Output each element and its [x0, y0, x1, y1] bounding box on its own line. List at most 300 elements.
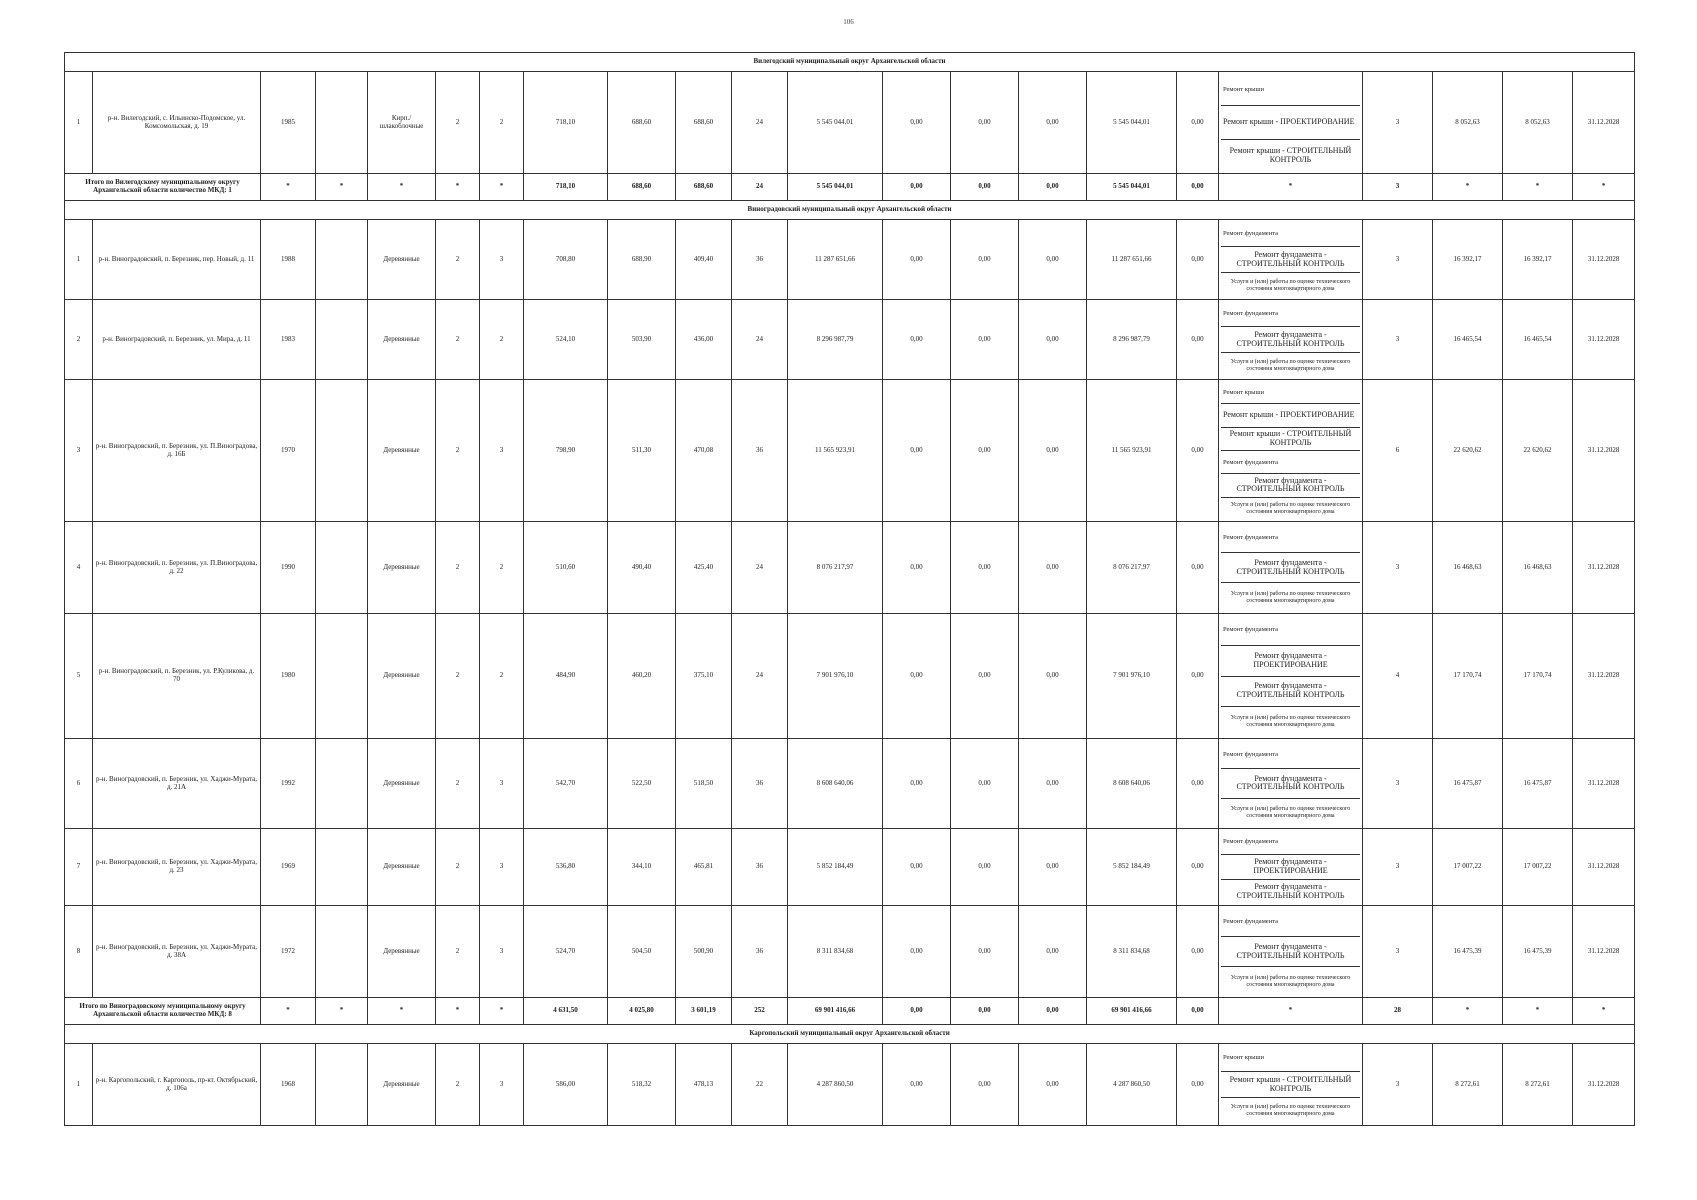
cell-residents: 22: [732, 1044, 788, 1126]
cell-floors: 2: [436, 220, 480, 300]
total-area-total: 4 631,50: [524, 998, 608, 1025]
work-item: Услуги и (или) работы по оценке технического состояния многоквартирного дома: [1230, 974, 1351, 988]
total-other: 0,00: [1177, 174, 1219, 201]
total-area-total: 718,10: [524, 174, 608, 201]
cell-area-total: 484,90: [524, 614, 608, 739]
cell-entrances: 2: [480, 300, 524, 380]
cell-address: р-н. Виноградовский, п. Березник, ул. Хаджи-Мурата, д. 23: [93, 829, 261, 906]
cell-address: р-н. Каргопольский, г. Каргополь, пр-кт. Октябрьский, д. 106а: [93, 1044, 261, 1126]
cell-area-res: 518,50: [676, 739, 732, 829]
cell-fund-mun: 0,00: [1019, 614, 1087, 739]
cell-area-res: 465,81: [676, 829, 732, 906]
total-row: [65, 998, 1635, 1025]
cell-year: 1980: [261, 614, 316, 739]
cell-material: Деревянные: [368, 220, 436, 300]
cell-fund-mun: 0,00: [1019, 380, 1087, 522]
table-row: [65, 220, 1635, 300]
total-dash: *: [1573, 998, 1635, 1025]
cell-area-res: 478,13: [676, 1044, 732, 1126]
cell-other: 0,00: [1177, 906, 1219, 998]
cell-other: 0,00: [1177, 220, 1219, 300]
works-list: [1221, 381, 1360, 520]
cell-cost-total: 8 311 834,68: [788, 906, 883, 998]
cell-address: р-н. Виноградовский, п. Березник, ул. П.Виноградова, д. 22: [93, 522, 261, 614]
total-area-living: 4 025,80: [608, 998, 676, 1025]
cell-cost-total: 5 545 044,01: [788, 72, 883, 174]
cell-floors: 2: [436, 614, 480, 739]
cell-n: 1: [65, 220, 93, 300]
work-item: Услуги и (или) работы по оценке технического состояния многоквартирного дома: [1230, 502, 1351, 515]
work-item: Ремонт фундамента - ПРОЕКТИРОВАНИЕ: [1221, 646, 1360, 677]
cell-year: 1983: [261, 300, 316, 380]
cell-cost-total: 8 076 217,97: [788, 522, 883, 614]
cell-cost-sqm: 16 392,17: [1433, 220, 1503, 300]
total-dash: *: [316, 174, 368, 201]
cell-area-total: 524,70: [524, 906, 608, 998]
cell-year2: [316, 739, 368, 829]
cell-entrances: 3: [480, 380, 524, 522]
cell-area-total: 542,70: [524, 739, 608, 829]
cell-limit-sqm: 16 475,39: [1503, 906, 1573, 998]
work-item: Ремонт фундамента: [1221, 301, 1360, 327]
cell-other: 0,00: [1177, 829, 1219, 906]
cell-n: 7: [65, 829, 93, 906]
cell-works-count: 3: [1363, 72, 1433, 174]
cell-year: 1972: [261, 906, 316, 998]
cell-fund-owners: 8 311 834,68: [1087, 906, 1177, 998]
total-area-res: 688,60: [676, 174, 732, 201]
cell-cost-total: 5 852 184,49: [788, 829, 883, 906]
cell-cost-sqm: 16 465,54: [1433, 300, 1503, 380]
work-item: Ремонт фундамента - ПРОЕКТИРОВАНИЕ: [1221, 855, 1360, 880]
cell-limit-sqm: 16 468,63: [1503, 522, 1573, 614]
works-cell: [1219, 300, 1363, 380]
cell-limit-sqm: 17 007,22: [1503, 829, 1573, 906]
cell-cost-total: 11 565 923,91: [788, 380, 883, 522]
cell-fund-fed: 0,00: [883, 829, 951, 906]
cell-other: 0,00: [1177, 300, 1219, 380]
total-other: 0,00: [1177, 998, 1219, 1025]
work-item: Ремонт крыши: [1221, 1045, 1360, 1072]
section-header-row: [65, 53, 1635, 72]
work-item: Ремонт фундамента: [1221, 740, 1360, 769]
cell-area-total: 536,80: [524, 829, 608, 906]
works-list: [1221, 523, 1360, 612]
cell-date: 31.12.2028: [1573, 614, 1635, 739]
total-dash: *: [480, 174, 524, 201]
cell-fund-mun: 0,00: [1019, 1044, 1087, 1126]
works-list: [1221, 1045, 1360, 1124]
cell-area-res: 425,40: [676, 522, 732, 614]
cell-entrances: 2: [480, 614, 524, 739]
cell-n: 3: [65, 380, 93, 522]
cell-area-res: 409,40: [676, 220, 732, 300]
cell-other: 0,00: [1177, 1044, 1219, 1126]
cell-year2: [316, 906, 368, 998]
total-dash: *: [1219, 174, 1363, 201]
cell-material: Кирп./шлакоблочные: [368, 72, 436, 174]
cell-fund-owners: 8 296 987,79: [1087, 300, 1177, 380]
cell-cost-sqm: 17 170,74: [1433, 614, 1503, 739]
cell-floors: 2: [436, 1044, 480, 1126]
cell-material: Деревянные: [368, 906, 436, 998]
cell-area-living: 460,20: [608, 614, 676, 739]
works-list: [1221, 221, 1360, 298]
section-title: Вилегодский муниципальный округ Архангельской области: [65, 53, 1635, 72]
work-item: Ремонт крыши: [1221, 73, 1360, 106]
cell-year: 1988: [261, 220, 316, 300]
cell-floors: 2: [436, 380, 480, 522]
work-item: Ремонт фундамента: [1221, 523, 1360, 553]
total-works-count: 28: [1363, 998, 1433, 1025]
cell-n: 4: [65, 522, 93, 614]
cell-year2: [316, 614, 368, 739]
cell-fund-reg: 0,00: [951, 380, 1019, 522]
total-residents: 24: [732, 174, 788, 201]
table-row: [65, 1044, 1635, 1126]
cell-material: Деревянные: [368, 614, 436, 739]
cell-fund-fed: 0,00: [883, 1044, 951, 1126]
total-cost-total: 69 901 416,66: [788, 998, 883, 1025]
total-label: Итого по Вилегодскому муниципальному округу Архангельской области количество МКД: 1: [65, 174, 261, 201]
cell-material: Деревянные: [368, 522, 436, 614]
cell-other: 0,00: [1177, 72, 1219, 174]
cell-date: 31.12.2028: [1573, 829, 1635, 906]
cell-residents: 36: [732, 906, 788, 998]
cell-n: 1: [65, 1044, 93, 1126]
capital-repair-register-table: [64, 52, 1635, 1126]
total-dash: *: [1219, 998, 1363, 1025]
cell-area-living: 511,30: [608, 380, 676, 522]
work-item: Ремонт фундамента - СТРОИТЕЛЬНЫЙ КОНТРОЛЬ: [1221, 327, 1360, 353]
cell-area-living: 688,90: [608, 220, 676, 300]
cell-area-res: 470,08: [676, 380, 732, 522]
works-cell: [1219, 522, 1363, 614]
total-dash: *: [436, 174, 480, 201]
cell-date: 31.12.2028: [1573, 1044, 1635, 1126]
cell-fund-fed: 0,00: [883, 522, 951, 614]
cell-residents: 24: [732, 522, 788, 614]
cell-year2: [316, 829, 368, 906]
section-title: Виноградовский муниципальный округ Архангельской области: [65, 201, 1635, 220]
work-item: Услуги и (или) работы по оценке технического состояния многоквартирного дома: [1230, 715, 1351, 729]
works-cell: [1219, 72, 1363, 174]
total-dash: *: [368, 998, 436, 1025]
work-item: Ремонт фундамента: [1221, 451, 1360, 474]
table-row: [65, 614, 1635, 739]
total-dash: *: [480, 998, 524, 1025]
cell-cost-total: 7 901 976,10: [788, 614, 883, 739]
work-item: Ремонт крыши: [1221, 381, 1360, 404]
total-dash: *: [1433, 998, 1503, 1025]
cell-address: р-н. Виноградовский, п. Березник, ул. Хаджи-Мурата, д. 21А: [93, 739, 261, 829]
cell-fund-reg: 0,00: [951, 522, 1019, 614]
cell-area-total: 718,10: [524, 72, 608, 174]
cell-fund-fed: 0,00: [883, 220, 951, 300]
total-residents: 252: [732, 998, 788, 1025]
cell-fund-owners: 11 565 923,91: [1087, 380, 1177, 522]
cell-area-total: 708,80: [524, 220, 608, 300]
cell-area-living: 518,32: [608, 1044, 676, 1126]
work-item: Услуги и (или) работы по оценке технического состояния многоквартирного дома: [1230, 1104, 1351, 1118]
cell-fund-reg: 0,00: [951, 220, 1019, 300]
cell-n: 8: [65, 906, 93, 998]
total-fund-reg: 0,00: [951, 998, 1019, 1025]
work-item: Ремонт фундамента - СТРОИТЕЛЬНЫЙ КОНТРОЛЬ: [1221, 937, 1360, 967]
table-row: [65, 906, 1635, 998]
cell-area-total: 586,00: [524, 1044, 608, 1126]
cell-works-count: 3: [1363, 739, 1433, 829]
cell-area-living: 490,40: [608, 522, 676, 614]
cell-residents: 24: [732, 300, 788, 380]
works-cell: [1219, 829, 1363, 906]
works-list: [1221, 907, 1360, 996]
cell-other: 0,00: [1177, 522, 1219, 614]
cell-fund-owners: 8 076 217,97: [1087, 522, 1177, 614]
cell-year2: [316, 1044, 368, 1126]
cell-fund-fed: 0,00: [883, 739, 951, 829]
cell-date: 31.12.2028: [1573, 300, 1635, 380]
cell-fund-mun: 0,00: [1019, 829, 1087, 906]
works-list: [1221, 301, 1360, 378]
cell-limit-sqm: 16 392,17: [1503, 220, 1573, 300]
cell-entrances: 3: [480, 829, 524, 906]
work-item: Услуги и (или) работы по оценке технического состояния многоквартирного дома: [1230, 590, 1351, 604]
cell-limit-sqm: 17 170,74: [1503, 614, 1573, 739]
cell-year: 1969: [261, 829, 316, 906]
cell-area-res: 688,60: [676, 72, 732, 174]
cell-material: Деревянные: [368, 739, 436, 829]
cell-fund-reg: 0,00: [951, 829, 1019, 906]
cell-fund-owners: 4 287 860,50: [1087, 1044, 1177, 1126]
cell-year2: [316, 300, 368, 380]
cell-area-total: 798,90: [524, 380, 608, 522]
cell-address: р-н. Виноградовский, п. Березник, ул. Р.Куликова, д. 70: [93, 614, 261, 739]
cell-fund-fed: 0,00: [883, 72, 951, 174]
cell-cost-total: 11 287 651,66: [788, 220, 883, 300]
work-item: Ремонт фундамента - СТРОИТЕЛЬНЫЙ КОНТРОЛЬ: [1221, 769, 1360, 798]
work-item: Услуги и (или) работы по оценке технического состояния многоквартирного дома: [1230, 806, 1351, 819]
cell-fund-mun: 0,00: [1019, 906, 1087, 998]
works-cell: [1219, 380, 1363, 522]
total-dash: *: [368, 174, 436, 201]
cell-entrances: 3: [480, 1044, 524, 1126]
total-fund-owners: 69 901 416,66: [1087, 998, 1177, 1025]
work-item: Услуги и (или) работы по оценке технического состояния многоквартирного дома: [1230, 278, 1351, 292]
cell-floors: 2: [436, 829, 480, 906]
work-item: Ремонт крыши - СТРОИТЕЛЬНЫЙ КОНТРОЛЬ: [1221, 428, 1360, 451]
cell-limit-sqm: 16 465,54: [1503, 300, 1573, 380]
work-item: Ремонт фундамента - СТРОИТЕЛЬНЫЙ КОНТРОЛЬ: [1236, 882, 1345, 900]
cell-year: 1992: [261, 739, 316, 829]
cell-cost-sqm: 16 475,87: [1433, 739, 1503, 829]
table-row: [65, 829, 1635, 906]
cell-fund-reg: 0,00: [951, 300, 1019, 380]
cell-date: 31.12.2028: [1573, 380, 1635, 522]
cell-fund-reg: 0,00: [951, 739, 1019, 829]
cell-residents: 36: [732, 380, 788, 522]
cell-floors: 2: [436, 906, 480, 998]
cell-floors: 2: [436, 72, 480, 174]
section-header-row: [65, 201, 1635, 220]
cell-works-count: 6: [1363, 380, 1433, 522]
cell-year: 1968: [261, 1044, 316, 1126]
works-list: [1221, 830, 1360, 904]
cell-year: 1990: [261, 522, 316, 614]
cell-floors: 2: [436, 522, 480, 614]
total-dash: *: [261, 174, 316, 201]
cell-fund-reg: 0,00: [951, 72, 1019, 174]
cell-n: 5: [65, 614, 93, 739]
cell-year: 1970: [261, 380, 316, 522]
cell-material: Деревянные: [368, 829, 436, 906]
total-area-living: 688,60: [608, 174, 676, 201]
cell-year: 1985: [261, 72, 316, 174]
total-row: [65, 174, 1635, 201]
cell-entrances: 2: [480, 72, 524, 174]
works-cell: [1219, 1044, 1363, 1126]
cell-address: р-н. Виноградовский, п. Березник, ул. П.Виноградова, д. 16Б: [93, 380, 261, 522]
cell-fund-owners: 11 287 651,66: [1087, 220, 1177, 300]
work-item: Ремонт фундамента: [1221, 221, 1360, 247]
work-item: Ремонт фундамента - СТРОИТЕЛЬНЫЙ КОНТРОЛЬ: [1221, 247, 1360, 273]
cell-cost-total: 8 608 640,06: [788, 739, 883, 829]
total-dash: *: [1503, 998, 1573, 1025]
table-row: [65, 72, 1635, 174]
cell-works-count: 4: [1363, 614, 1433, 739]
work-item: Ремонт крыши - ПРОЕКТИРОВАНИЕ: [1221, 404, 1360, 427]
total-cost-total: 5 545 044,01: [788, 174, 883, 201]
cell-limit-sqm: 8 272,61: [1503, 1044, 1573, 1126]
cell-address: р-н. Виноградовский, п. Березник, ул. Мира, д. 11: [93, 300, 261, 380]
cell-cost-sqm: 8 272,61: [1433, 1044, 1503, 1126]
cell-entrances: 3: [480, 220, 524, 300]
works-list: [1221, 740, 1360, 827]
cell-date: 31.12.2028: [1573, 739, 1635, 829]
cell-residents: 36: [732, 220, 788, 300]
cell-area-total: 524,10: [524, 300, 608, 380]
cell-fund-fed: 0,00: [883, 614, 951, 739]
cell-entrances: 3: [480, 739, 524, 829]
work-item: Ремонт крыши - СТРОИТЕЛЬНЫЙ КОНТРОЛЬ: [1221, 1072, 1360, 1099]
cell-other: 0,00: [1177, 380, 1219, 522]
cell-floors: 2: [436, 739, 480, 829]
table-row: [65, 522, 1635, 614]
cell-area-total: 510,60: [524, 522, 608, 614]
works-cell: [1219, 220, 1363, 300]
total-fund-reg: 0,00: [951, 174, 1019, 201]
cell-n: 1: [65, 72, 93, 174]
section-title: Каргопольский муниципальный округ Архангельской области: [65, 1025, 1635, 1044]
cell-material: Деревянные: [368, 1044, 436, 1126]
cell-cost-sqm: 16 475,39: [1433, 906, 1503, 998]
cell-fund-owners: 8 608 640,06: [1087, 739, 1177, 829]
cell-residents: 36: [732, 739, 788, 829]
cell-date: 31.12.2028: [1573, 522, 1635, 614]
cell-fund-fed: 0,00: [883, 380, 951, 522]
works-cell: [1219, 614, 1363, 739]
cell-other: 0,00: [1177, 739, 1219, 829]
total-works-count: 3: [1363, 174, 1433, 201]
cell-n: 2: [65, 300, 93, 380]
cell-year2: [316, 220, 368, 300]
work-item: Ремонт крыши - СТРОИТЕЛЬНЫЙ КОНТРОЛЬ: [1229, 145, 1352, 164]
page-number: 106: [843, 18, 854, 26]
total-dash: *: [1573, 174, 1635, 201]
cell-year2: [316, 72, 368, 174]
cell-cost-sqm: 8 052,63: [1433, 72, 1503, 174]
cell-address: р-н. Виноградовский, п. Березник, ул. Хаджи-Мурата, д. 38А: [93, 906, 261, 998]
works-cell: [1219, 739, 1363, 829]
cell-residents: 24: [732, 72, 788, 174]
cell-material: Деревянные: [368, 300, 436, 380]
cell-fund-mun: 0,00: [1019, 220, 1087, 300]
cell-area-res: 500,90: [676, 906, 732, 998]
cell-entrances: 2: [480, 522, 524, 614]
cell-works-count: 3: [1363, 300, 1433, 380]
total-fund-mun: 0,00: [1019, 174, 1087, 201]
table-row: [65, 739, 1635, 829]
section-header-row: [65, 1025, 1635, 1044]
cell-other: 0,00: [1177, 614, 1219, 739]
cell-works-count: 3: [1363, 1044, 1433, 1126]
cell-year2: [316, 380, 368, 522]
cell-cost-sqm: 22 620,62: [1433, 380, 1503, 522]
cell-cost-sqm: 17 007,22: [1433, 829, 1503, 906]
cell-fund-owners: 5 852 184,49: [1087, 829, 1177, 906]
cell-works-count: 3: [1363, 829, 1433, 906]
total-dash: *: [1433, 174, 1503, 201]
cell-fund-mun: 0,00: [1019, 72, 1087, 174]
total-dash: *: [1503, 174, 1573, 201]
cell-fund-mun: 0,00: [1019, 522, 1087, 614]
cell-residents: 36: [732, 829, 788, 906]
cell-area-res: 375,10: [676, 614, 732, 739]
cell-fund-reg: 0,00: [951, 906, 1019, 998]
cell-n: 6: [65, 739, 93, 829]
table-row: [65, 300, 1635, 380]
cell-floors: 2: [436, 300, 480, 380]
cell-date: 31.12.2028: [1573, 72, 1635, 174]
cell-works-count: 3: [1363, 522, 1433, 614]
works-cell: [1219, 906, 1363, 998]
total-fund-fed: 0,00: [883, 998, 951, 1025]
total-dash: *: [436, 998, 480, 1025]
cell-area-living: 344,10: [608, 829, 676, 906]
table-row: [65, 380, 1635, 522]
work-item: Ремонт фундамента - СТРОИТЕЛЬНЫЙ КОНТРОЛЬ: [1221, 474, 1360, 497]
cell-date: 31.12.2028: [1573, 906, 1635, 998]
work-item: Ремонт фундамента - СТРОИТЕЛЬНЫЙ КОНТРОЛЬ: [1221, 677, 1360, 708]
cell-fund-fed: 0,00: [883, 300, 951, 380]
cell-fund-mun: 0,00: [1019, 739, 1087, 829]
total-fund-mun: 0,00: [1019, 998, 1087, 1025]
cell-residents: 24: [732, 614, 788, 739]
cell-fund-reg: 0,00: [951, 614, 1019, 739]
total-label: Итого по Виноградовскому муниципальному округу Архангельской области количество МКД: 8: [65, 998, 261, 1025]
cell-fund-owners: 7 901 976,10: [1087, 614, 1177, 739]
work-item: Услуги и (или) работы по оценке технического состояния многоквартирного дома: [1230, 358, 1351, 372]
cell-cost-total: 8 296 987,79: [788, 300, 883, 380]
cell-fund-reg: 0,00: [951, 1044, 1019, 1126]
cell-limit-sqm: 16 475,87: [1503, 739, 1573, 829]
cell-limit-sqm: 22 620,62: [1503, 380, 1573, 522]
cell-cost-sqm: 16 468,63: [1433, 522, 1503, 614]
total-fund-fed: 0,00: [883, 174, 951, 201]
cell-area-res: 436,00: [676, 300, 732, 380]
total-dash: *: [261, 998, 316, 1025]
cell-area-living: 688,60: [608, 72, 676, 174]
